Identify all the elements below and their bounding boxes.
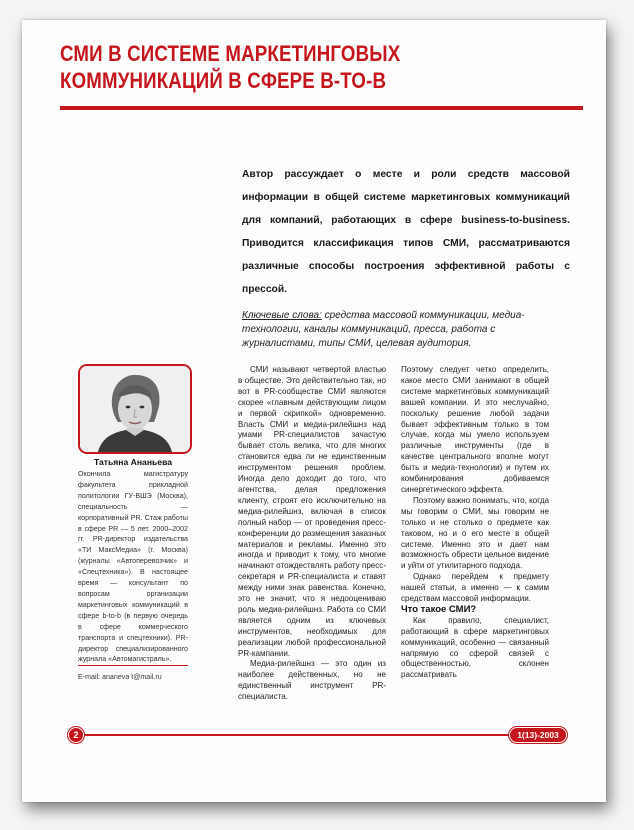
author-name: Татьяна Ананьева	[93, 457, 173, 467]
body-column-2	[401, 365, 549, 681]
paragraph: Как правило, специалист, работающий в сфере маркетинговых коммуникаций, особенно — связанный напрямую со сферой связей с общественностью, склонен рассматривать	[401, 615, 549, 680]
paragraph: Поэтому важно понимать, что, когда мы говорим о СМИ, мы говорим не только и не столько о предмете как таковом, но и о его месте в общей системе. Именно это и дает нам возможность обрести цельное видение и уйти от утилитарного подхода.	[401, 495, 549, 571]
keywords-label: Ключевые слова:	[242, 310, 322, 321]
keywords	[242, 309, 570, 351]
body-column-1	[238, 365, 386, 703]
article-title: СМИ В СИСТЕМЕ МАРКЕТИНГОВЫХ КОММУНИКАЦИЙ В СФЕРЕ В-ТО-В	[60, 41, 401, 93]
paragraph: Поэтому следует четко определить, какое место СМИ занимают в общей системе маркетинговых коммуникаций вашей компании. И это неслучайно, поскольку решение любой задачи бывает эффективным только в том случае, когда мы умело используем различные инструменты (где в качестве центрального вполне могут быть и медиа-технологии) и путем их комбинирования добиваемся синергетического эффекта.	[401, 365, 549, 494]
section-heading: Что такое СМИ?	[401, 603, 477, 615]
paragraph: СМИ называют четвертой властью в обществе. Это действительно так, но вот в PR-сообществе СМИ являются скорее «главным действующим лицом и первой скрипкой» одновременно. Власть СМИ и медиа-рилейшнз над умами PR-специалистов зачастую бывает столь велика, что для многих становится едва ли не единственным инструментом решения проблем. Иногда дело доходит до того, что агентства, делая предложения клиенту, строят его исключительно на медиа-рилейшнз, включая в список полный набор — от проведения пресс-конференции до размещения заказных материалов и рекламы. Именно это иногда и приводит к тому, что многие начинают отождествлять работу пресс-секретаря и PR-специалиста и ставят между ними знак равенства. Конечно, это не значит, что я недооцениваю роль медиа-рилейшнз. Работа со СМИ является одним из ключевых инструментов, необходимых для реализации любой профессиональной PR-кампании.	[238, 365, 386, 658]
paragraph: Однако перейдем к предмету нашей статьи, а именно — к самим средствам массовой информации.	[401, 572, 549, 604]
paragraph: Медиа-рилейшнз — это один из наиболее действенных, но не единственный инструмент PR-специалиста.	[238, 659, 386, 702]
title-divider	[60, 106, 583, 110]
article-abstract: Автор рассуждает о месте и роли средств массовой информации в общей системе маркетинговых коммуникаций для компаний, работающих в сфере business-to-business. Приводится классификация типов СМИ, рассматриваются различные способы построения эффективной работы с прессой.	[242, 169, 570, 295]
issue-number: 1(13)-2003	[509, 727, 567, 743]
author-photo	[78, 364, 192, 454]
keywords-text: средства массовой коммуникации, медиа-технологии, каналы коммуникаций, пресса, работа с журналистами, типы СМИ, целевая аудитория.	[242, 310, 525, 349]
author-email: E-mail: ananeva t@mail.ru	[78, 673, 162, 681]
author-divider	[78, 665, 188, 666]
author-portrait-image	[80, 366, 190, 452]
footer-divider	[77, 734, 562, 736]
author-bio: Окончила магистратуру факультета прикладной политологии ГУ-ВШЭ (Москва), специальность — корпоративный PR. Стаж работы в сфере PR — 5 лет. 2000–2002 гг. PR-директор издательства «ТИ МаксМедиа» (г. Москва) (журналы «Автоперевозчик» и «Спецтехника»). В настоящее время — консультант по вопросам организации маркетинговых коммуникаций в сфере b-to-b (в первую очередь в сфере коммерческого транспорта и спецтехники). PR-директор специализированного журнала «Автомагистраль».	[78, 470, 188, 664]
page-number: 2	[68, 727, 84, 743]
